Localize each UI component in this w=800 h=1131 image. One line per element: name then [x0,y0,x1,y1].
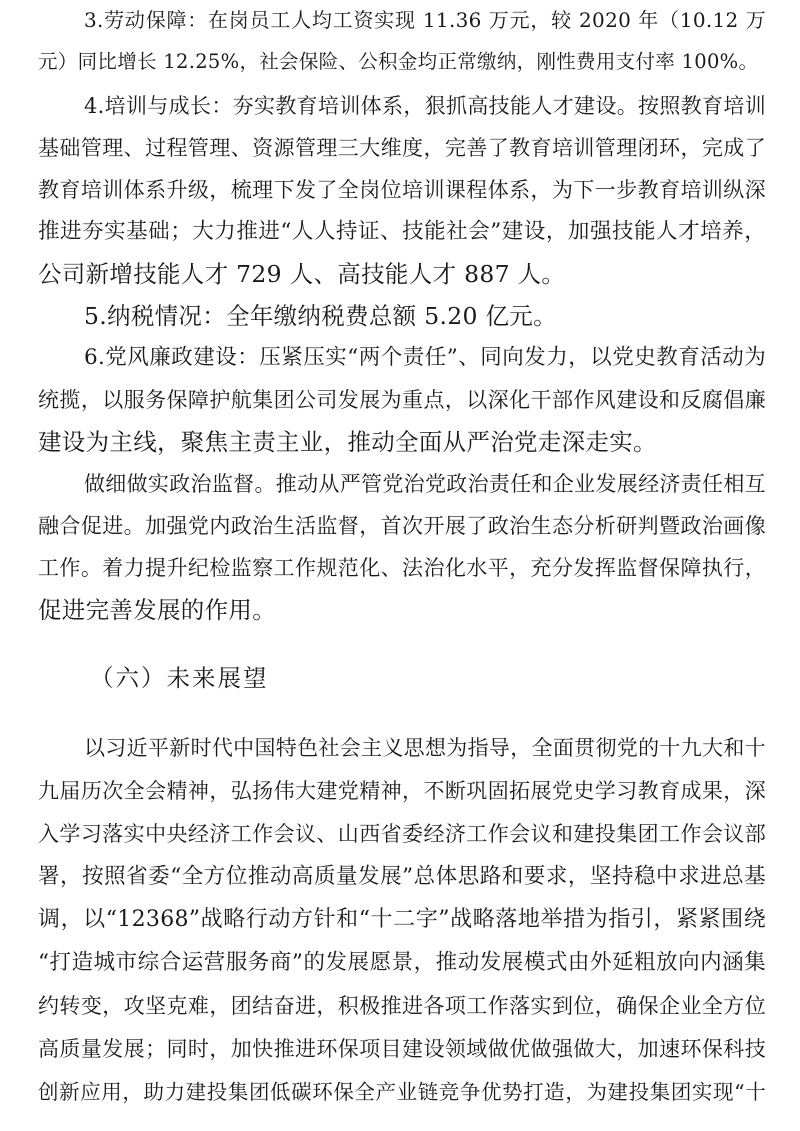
paragraph-training-line-1: 4.培训与成长：夯实教育培训体系，狠抓高技能人才建设。按照教育培训 [84,94,766,118]
paragraph-outlook-line-7: 约转变，攻坚克难，团结奋进，积极推进各项工作落实到位，确保企业全方位 [38,994,766,1018]
paragraph-outlook-line-4: 署，按照省委“全方位推动高质量发展”总体思路和要求，坚持稳中求进总基 [38,864,766,889]
paragraph-labor-line-1: 3.劳动保障：在岗员工人均工资实现 11.36 万元，较 2020 年（10.12 万 [84,8,766,32]
paragraph-tax-line-1: 5.纳税情况：全年缴纳税费总额 5.20 亿元。 [84,302,557,330]
paragraph-party-line-2: 统揽，以服务保障护航集团公司发展为重点，以深化干部作风建设和反腐倡廉 [38,388,766,412]
paragraph-supervision-line-4: 促进完善发展的作用。 [38,596,276,624]
paragraph-party-line-1: 6.党风廉政建设：压紧压实“两个责任”、同向发力，以党史教育活动为 [84,345,766,370]
paragraph-supervision-line-2: 融合促进。加强党内政治生活监督，首次开展了政治生态分析研判暨政治画像 [38,514,766,538]
paragraph-training-line-3: 教育培训体系升级，梳理下发了全岗位培训课程体系，为下一步教育培训纵深 [38,178,766,202]
paragraph-outlook-line-6: “打造城市综合运营服务商”的发展愿景，推动发展模式由外延粗放向内涵集 [38,950,766,975]
paragraph-outlook-line-3: 入学习落实中央经济工作会议、山西省委经济工作会议和建投集团工作会议部 [38,822,766,846]
paragraph-training-line-2: 基础管理、过程管理、资源管理三大维度，完善了教育培训管理闭环，完成了 [38,136,766,160]
paragraph-outlook-line-9: 创新应用，助力建投集团低碳环保全产业链竞争优势打造，为建投集团实现“十 [38,1080,766,1104]
paragraph-outlook-line-8: 高质量发展；同时，加快推进环保项目建设领域做优做强做大，加速环保科技 [38,1037,766,1061]
paragraph-training-line-4: 推进夯实基础；大力推进“人人持证、技能社会”建设，加强技能人才培养， [38,219,766,244]
paragraph-outlook-line-2: 九届历次全会精神，弘扬伟大建党精神，不断巩固拓展党史学习教育成果，深 [38,779,766,803]
paragraph-outlook-line-1: 以习近平新时代中国特色社会主义思想为指导，全面贯彻党的十九大和十 [84,736,766,760]
paragraph-outlook-line-5: 调，以“12368”战略行动方针和“十二字”战略落地举措为指引，紧紧围绕 [38,907,766,932]
paragraph-supervision-line-1: 做细做实政治监督。推动从严管党治党政治责任和企业发展经济责任相互 [84,472,766,496]
paragraph-party-line-3: 建设为主线，聚焦主责主业，推动全面从严治党走深走实。 [38,428,657,456]
paragraph-labor-line-2: 元）同比增长 12.25%，社会保险、公积金均正常缴纳，刚性费用支付率 100%。 [38,50,759,73]
section-heading: （六）未来展望 [90,664,269,692]
paragraph-training-line-5: 公司新增技能人才 729 人、高技能人才 887 人。 [38,260,566,288]
paragraph-supervision-line-3: 工作。着力提升纪检监察工作规范化、法治化水平，充分发挥监督保障执行， [38,556,766,580]
